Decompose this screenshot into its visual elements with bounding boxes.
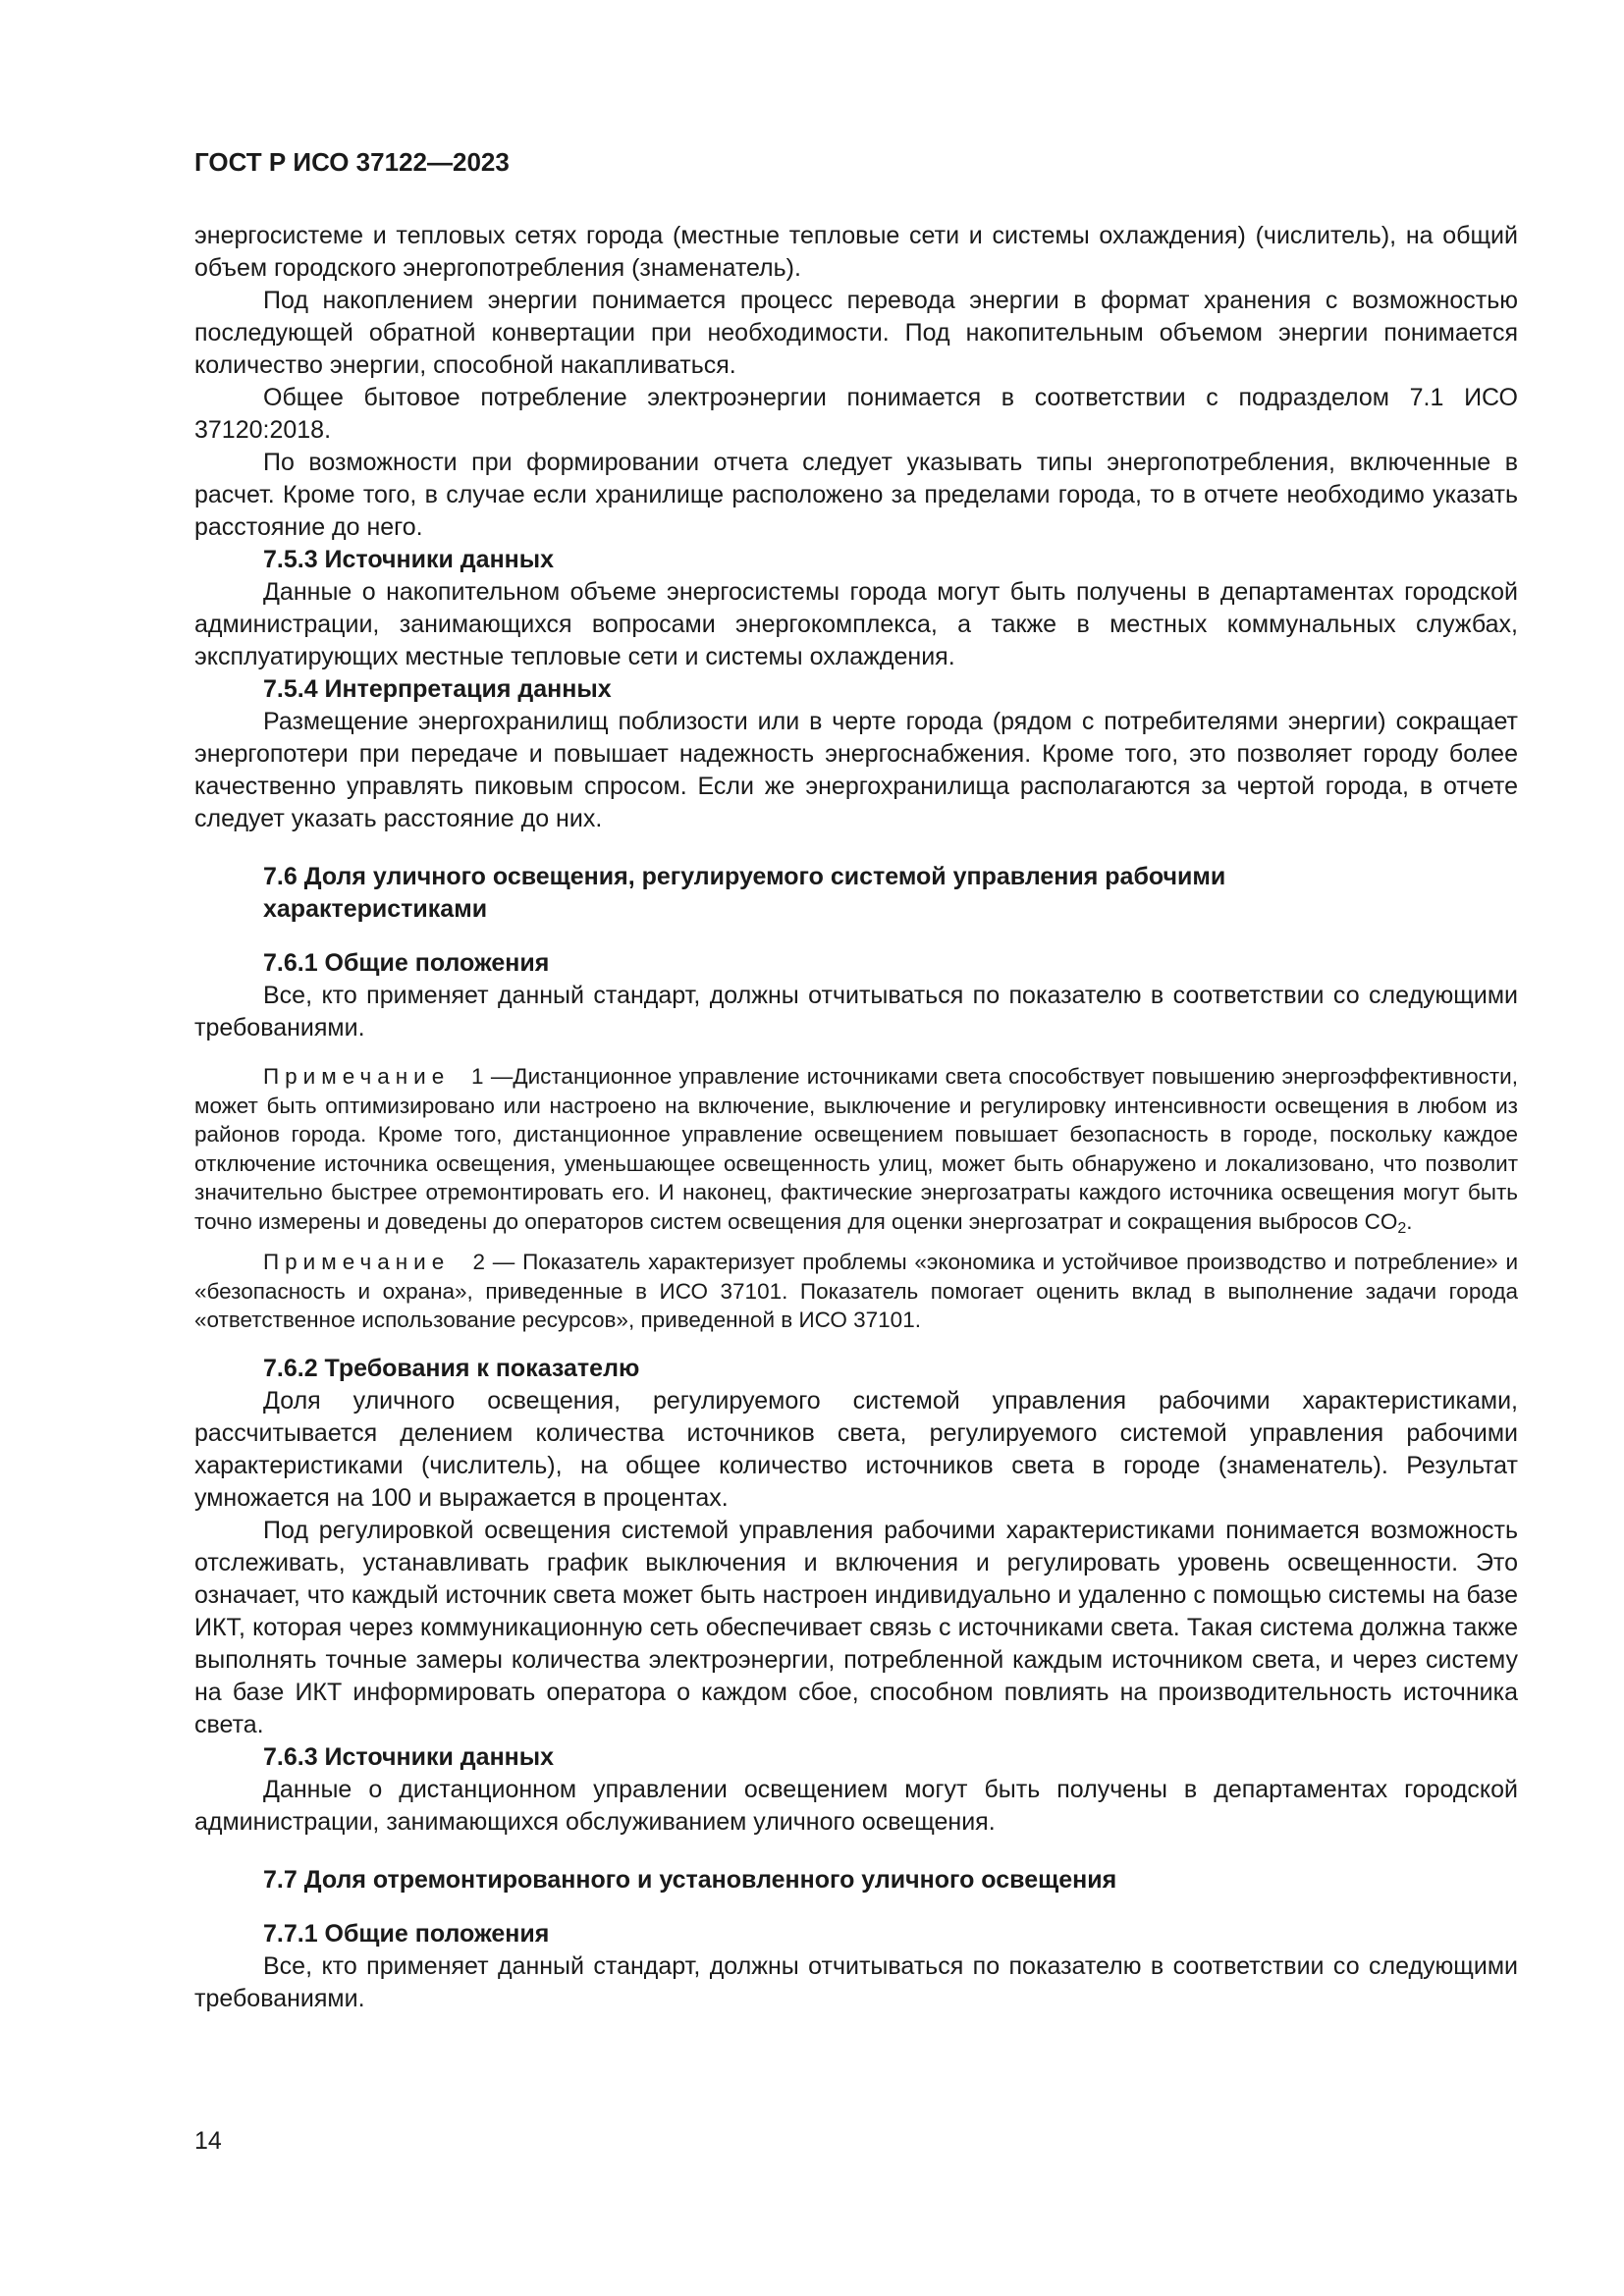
note-label: Примечание (263, 1250, 451, 1274)
section-heading-7-6-2: 7.6.2 Требования к показателю (263, 1354, 640, 1382)
page-number: 14 (194, 2127, 222, 2155)
section-heading-7-6-line1: 7.6 Доля уличного освещения, регулируемого системой управления рабочими (263, 863, 1226, 890)
section-heading-7-7-1: 7.7.1 Общие положения (263, 1919, 550, 1948)
note-number: 1 — (471, 1064, 514, 1089)
section-heading-7-6-line2: характеристиками (263, 895, 488, 923)
paragraph: Под накоплением энергии понимается процесс перевода энергии в формат хранения с возможностью последующей обратной конвертации при необходимости. Под накопительным объемом энергии понимается количество энергии, способной накапливаться. (194, 287, 1518, 379)
note-end: . (1406, 1208, 1413, 1234)
paragraph: Все, кто применяет данный стандарт, должны отчитываться по показателю в соответствии со следующими требованиями. (194, 982, 1518, 1041)
document-header: ГОСТ Р ИСО 37122—2023 (194, 147, 510, 177)
note-1 (194, 1062, 1518, 1236)
paragraph: энергосистеме и тепловых сетях города (местные тепловые сети и системы охлаждения) (числитель), на общий объем городского энергопотребления (знаменатель). (194, 222, 1518, 282)
paragraph: Данные о дистанционном управлении освещением могут быть получены в департаментах городской администрации, занимающихся обслуживанием уличного освещения. (194, 1775, 1518, 1836)
note-label: Примечание (263, 1064, 451, 1089)
note-text: Дистанционное управление источниками света способствует повышению энергоэффективности, может быть оптимизировано или настроено на включение, выключение и регулировку интенсивности освещения в любом из районов города. Кроме того, дистанционное управление освещением повышает безопасность в городе, поскольку каждое отключение источника освещения, уменьшающее освещенность улиц, может быть обнаружено и локализовано, что позволит значительно быстрее отремонтировать его. И наконец, фактические энергозатраты каждого источника освещения могут быть точно измерены и доведены до операторов систем освещения для оценки энергозатрат и сокращения выбросов CO (194, 1064, 1518, 1234)
paragraph: Доля уличного освещения, регулируемого системой управления рабочими характеристиками, рассчитывается делением количества источников света, регулируемого системой управления рабочими характеристиками (числитель), на общее количество источников света в городе (знаменатель). Результат умножается на 100 и выражается в процентах. (194, 1386, 1518, 1512)
section-heading-7-5-3: 7.5.3 Источники данных (263, 546, 555, 573)
note-2 (194, 1248, 1518, 1335)
paragraph: По возможности при формировании отчета следует указывать типы энергопотребления, включенные в расчет. Кроме того, в случае если хранилище расположено за пределами города, то в отчете необходимо указать расстояние до него. (194, 449, 1518, 541)
section-heading-7-6-1: 7.6.1 Общие положения (263, 949, 550, 977)
subscript: 2 (1397, 1219, 1407, 1237)
section-heading-7-6-3: 7.6.3 Источники данных (263, 1742, 555, 1771)
section-heading-7-7: 7.7 Доля отремонтированного и установленного уличного освещения (263, 1865, 1117, 1894)
section-heading-7-5-4: 7.5.4 Интерпретация данных (263, 675, 612, 703)
paragraph: Общее бытовое потребление электроэнергии понимается в соответствии с подразделом 7.1 ИСО 37120:2018. (194, 384, 1518, 444)
paragraph: Все, кто применяет данный стандарт, должны отчитываться по показателю в соответствии со следующими требованиями. (194, 1951, 1518, 2012)
note-number: 2 — (472, 1250, 515, 1274)
section-heading-7-6 (194, 861, 1518, 926)
paragraph: Данные о накопительном объеме энергосистемы города могут быть получены в департаментах городской администрации, занимающихся вопросами энергокомплекса, а также в местных коммунальных службах, эксплуатирующих местные тепловые сети и системы охлаждения. (194, 578, 1518, 670)
note-text: Показатель характеризует проблемы «экономика и устойчивое производство и потребление» и «безопасность и охрана», приведенные в ИСО 37101. Показатель помогает оценить вклад в выполнение задачи города «ответственное использование ресурсов», приведенной в ИСО 37101. (194, 1250, 1519, 1332)
paragraph: Под регулировкой освещения системой управления рабочими характеристиками понимается возможность отслеживать, устанавливать график выключения и включения и регулировать уровень освещенности. Это означает, что каждый источник света может быть настроен индивидуально и удаленно с помощью системы на базе ИКТ, которая через коммуникационную сеть обеспечивает связь с источниками света. Такая система должна также выполнять точные замеры количества электроэнергии, потребленной каждым источником света, и через систему на базе ИКТ информировать оператора о каждом сбое, способном повлиять на производительность источника света. (194, 1516, 1518, 1738)
paragraph: Размещение энергохранилищ поблизости или в черте города (рядом с потребителями энергии) сокращает энергопотери при передаче и повышает надежность энергоснабжения. Кроме того, это позволяет городу более качественно управлять пиковым спросом. Если же энергохранилища располагаются за чертой города, в отчете следует указать расстояние до них. (194, 708, 1518, 832)
document-page (194, 147, 1518, 2015)
